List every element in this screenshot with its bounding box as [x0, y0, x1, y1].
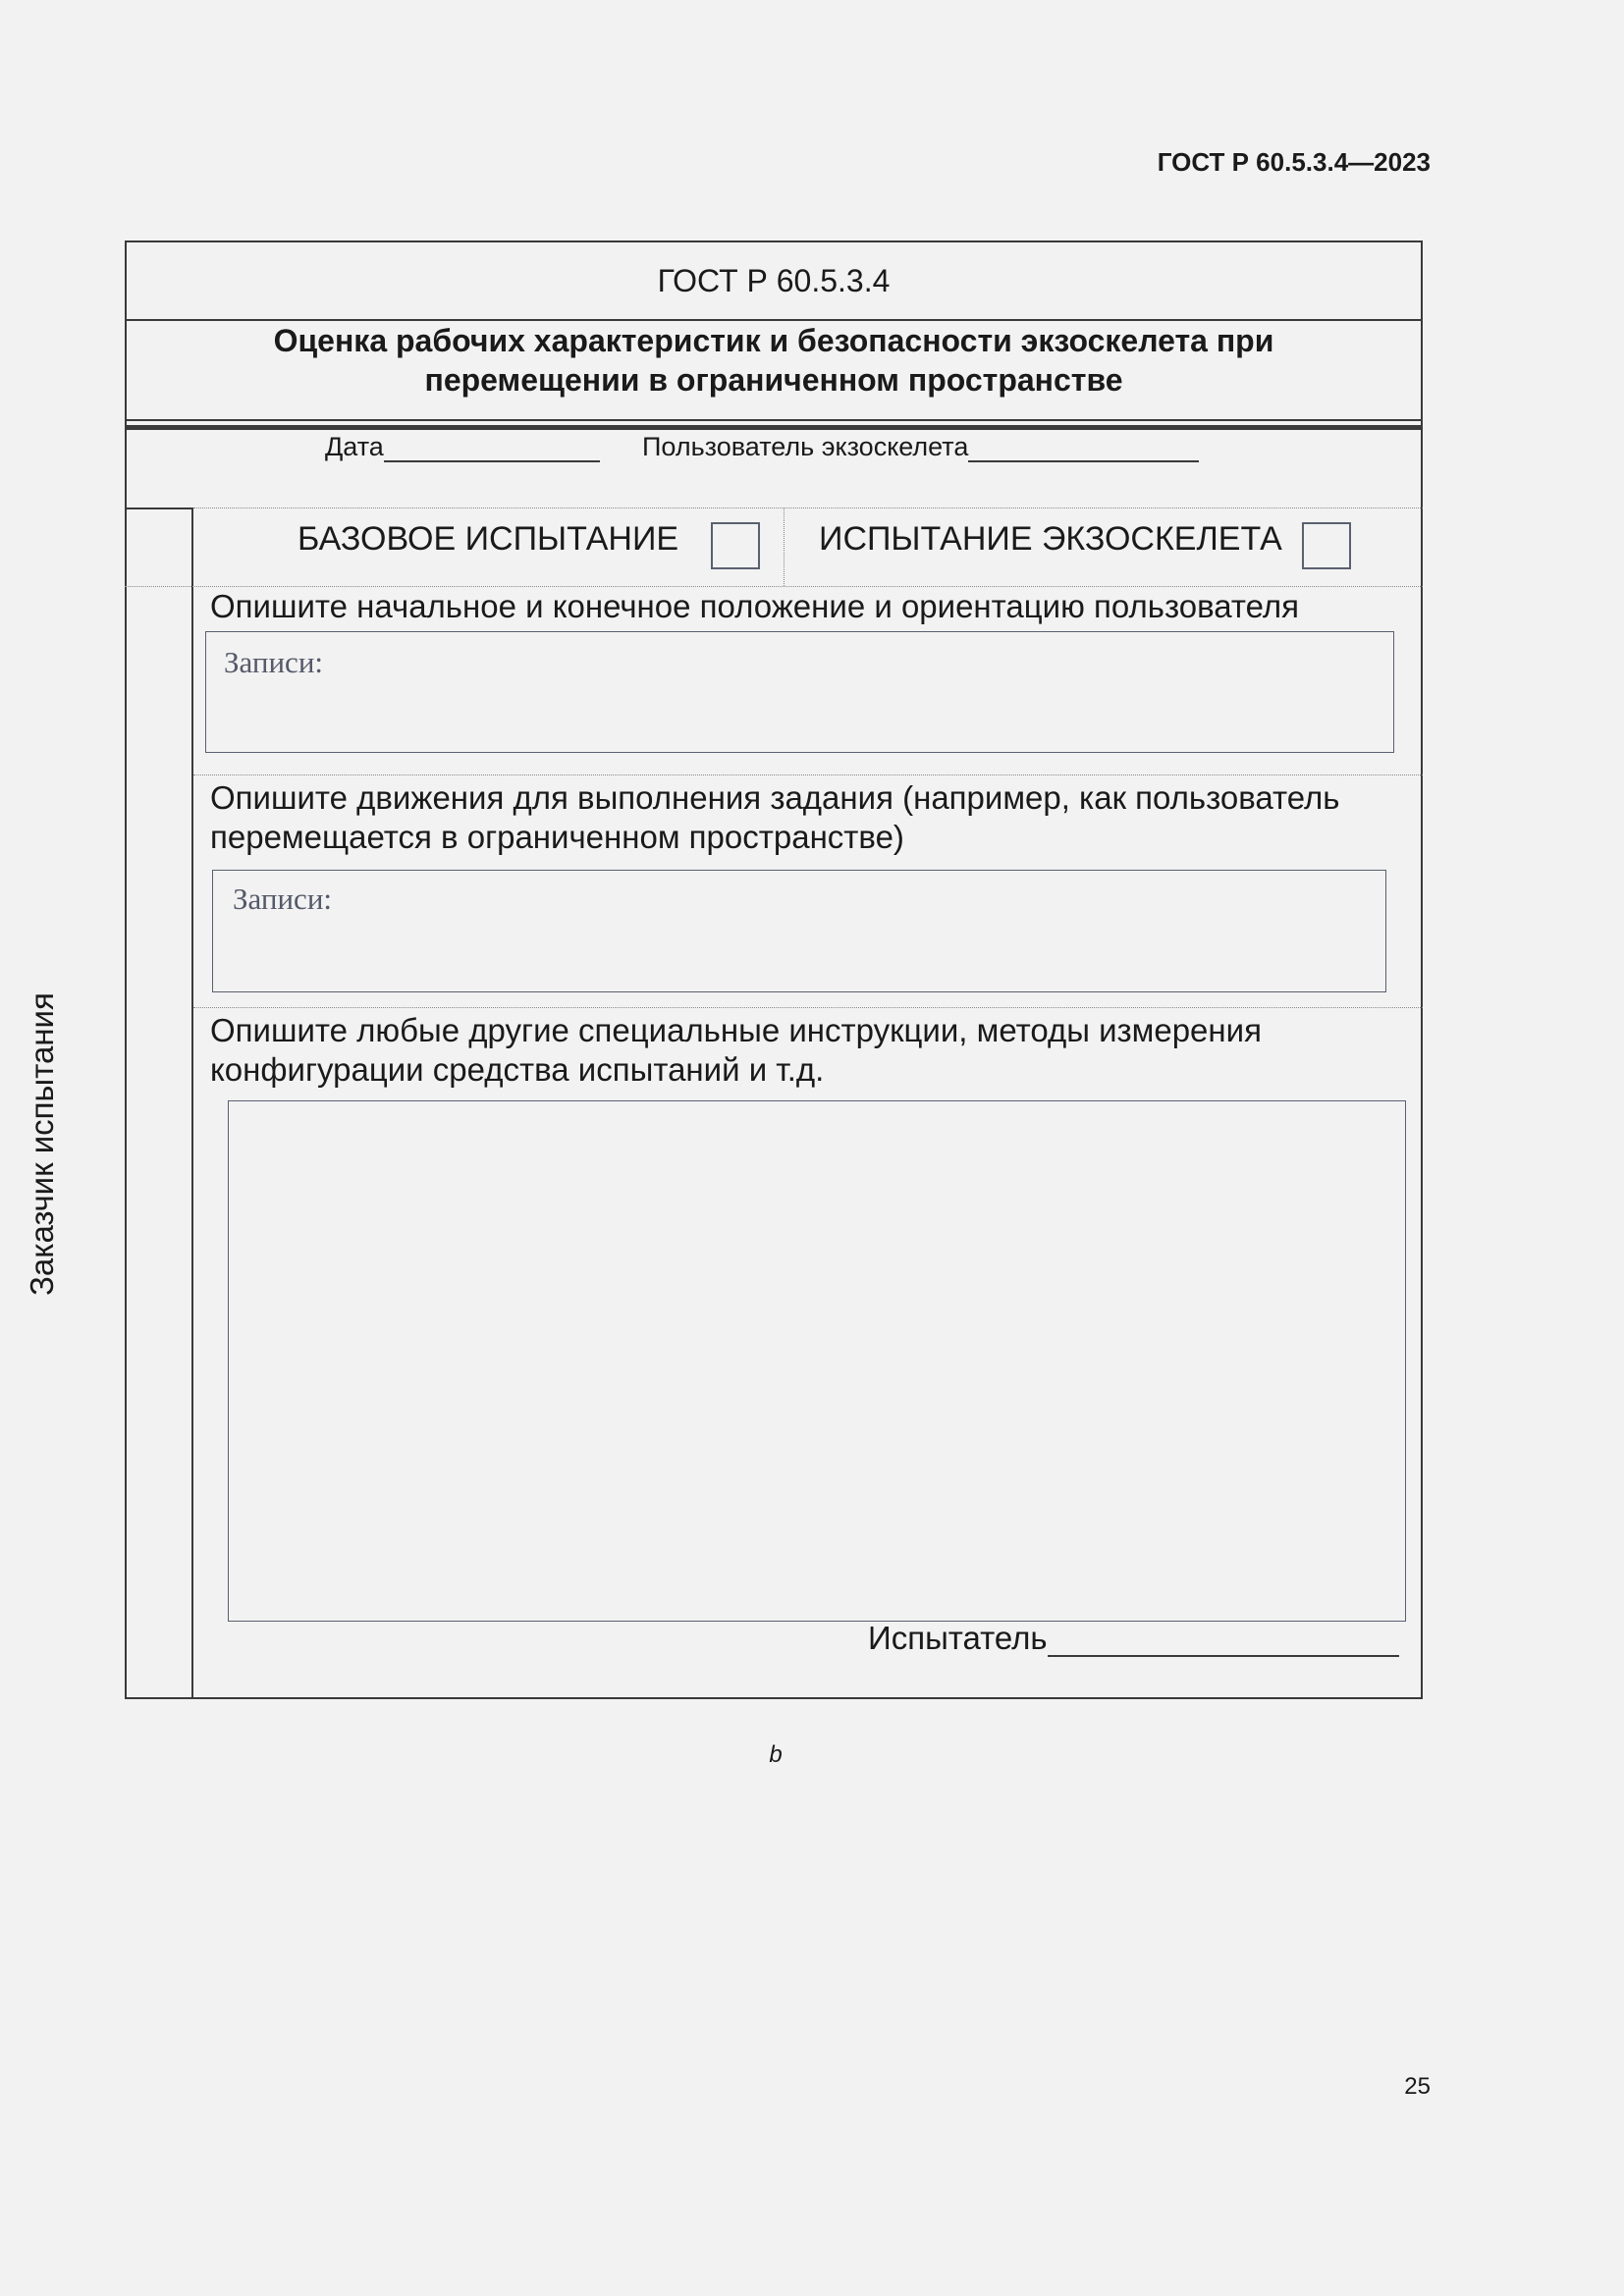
divider: [125, 419, 1423, 421]
user-label: Пользователь экзоскелета: [642, 432, 969, 461]
figure-caption: b: [769, 1741, 783, 1768]
dotted-divider: [193, 774, 1423, 775]
section3-prompt: [210, 1011, 1262, 1090]
section2-prompt-line1: Опишите движения для выполнения задания (например, как пользователь: [210, 779, 1340, 816]
section2-notes-box[interactable]: [212, 870, 1386, 992]
form-title-row: [125, 240, 1423, 321]
tester-label: Испытатель: [868, 1620, 1048, 1656]
date-label: Дата: [325, 432, 384, 461]
baseline-test-label: БАЗОВОЕ ИСПЫТАНИЕ: [298, 520, 679, 558]
section2-prompt: [210, 778, 1339, 857]
dotted-divider: [193, 507, 1423, 508]
section2-prompt-line2: перемещается в ограниченном пространстве): [210, 819, 904, 855]
exo-test-checkbox[interactable]: [1302, 522, 1351, 569]
form-subtitle-line2: перемещении в ограниченном пространстве: [424, 362, 1123, 398]
form-title: ГОСТ Р 60.5.3.4: [657, 263, 891, 298]
form-subtitle-line1: Оценка рабочих характеристик и безопасности экзоскелета при: [273, 323, 1274, 358]
tester-field: [868, 1620, 1399, 1657]
date-field: [325, 432, 600, 462]
user-field: [642, 432, 1199, 462]
dotted-divider: [193, 1007, 1423, 1008]
section3-notes-box[interactable]: [228, 1100, 1406, 1622]
date-input-line[interactable]: [384, 433, 600, 462]
side-label: Заказчик испытания: [24, 992, 60, 1296]
page-number: 25: [1404, 2073, 1431, 2100]
baseline-test-checkbox[interactable]: [711, 522, 760, 569]
side-column: [125, 507, 193, 1699]
divider-thick: [125, 425, 1423, 430]
section1-notes-label: Записи:: [224, 645, 324, 679]
exo-test-label: ИСПЫТАНИЕ ЭКЗОСКЕЛЕТА: [819, 520, 1282, 558]
standard-code-header: ГОСТ Р 60.5.3.4—2023: [1157, 147, 1431, 177]
user-input-line[interactable]: [968, 433, 1199, 462]
form-subtitle: [125, 321, 1423, 400]
dotted-vdivider: [784, 507, 785, 586]
tester-input-line[interactable]: [1048, 1628, 1399, 1657]
section1-prompt: Опишите начальное и конечное положение и ориентацию пользователя: [210, 588, 1299, 624]
section3-prompt-line1: Опишите любые другие специальные инструкции, методы измерения: [210, 1012, 1262, 1048]
section3-prompt-line2: конфигурации средства испытаний и т.д.: [210, 1051, 825, 1088]
section2-notes-label: Записи:: [233, 881, 333, 916]
section1-notes-box[interactable]: [205, 631, 1394, 753]
